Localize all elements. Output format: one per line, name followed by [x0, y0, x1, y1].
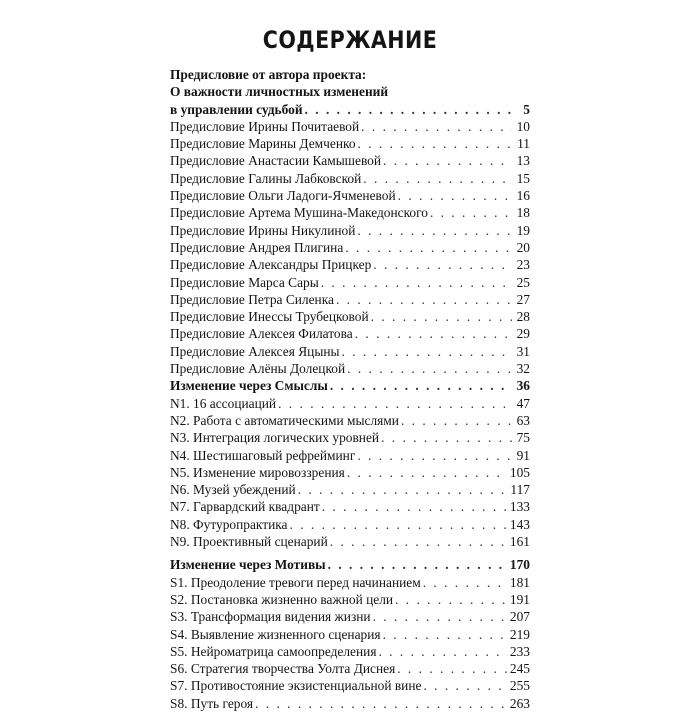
toc-entry-label: Предисловие Марины Демченко	[170, 136, 356, 152]
toc-entry	[170, 429, 530, 446]
toc-entry-label: Предисловие Александры Прицкер	[170, 257, 372, 273]
toc-page-number: 18	[516, 205, 530, 221]
toc-page-number: 27	[516, 291, 530, 307]
dot-leader	[383, 626, 508, 643]
toc-page-number: 117	[510, 482, 530, 498]
intro-line-1: Предисловие от автора проекта:	[170, 67, 367, 82]
toc-entry-label: N2. Работа с автоматическими мыслями	[170, 412, 399, 428]
toc-entry-label: S4. Выявление жизненного сценария	[170, 626, 381, 642]
toc-page-number: 263	[509, 695, 530, 711]
toc-entry	[170, 135, 530, 152]
toc-entry-label: N3. Интеграция логических уровней	[170, 430, 380, 446]
motives-list	[170, 574, 530, 712]
dot-leader	[328, 556, 508, 573]
toc-page-number: 105	[509, 464, 530, 480]
toc-entry	[170, 308, 530, 325]
toc-entry	[170, 447, 530, 464]
dot-leader	[278, 395, 512, 412]
toc-page-number: 15	[516, 170, 530, 186]
toc-page-number: 10	[516, 118, 530, 134]
toc-entry-label: S5. Нейроматрица самоопределения	[170, 643, 377, 659]
toc-page-number: 13	[516, 153, 530, 169]
dot-leader	[395, 591, 508, 608]
toc-entry-label: Предисловие Ольги Ладоги-Ячменевой	[170, 188, 396, 204]
toc-page-number: 207	[509, 609, 530, 625]
toc-entry-label: N4. Шестишаговый рефрейминг	[170, 447, 356, 463]
toc-entry-label: Предисловие Инессы Трубецковой	[170, 309, 369, 325]
toc-page-number: 28	[516, 309, 530, 325]
dot-leader	[430, 204, 512, 221]
toc-entry-label: в управлении судьбой	[170, 101, 303, 117]
toc-entry-label: Предисловие Андрея Плигина	[170, 239, 344, 255]
dot-leader	[336, 291, 512, 308]
toc-entry	[170, 591, 530, 608]
toc-page-number: 63	[516, 412, 530, 428]
toc-page-number: 91	[516, 447, 530, 463]
toc-page-number: 25	[516, 274, 530, 290]
toc-entry-label: S3. Трансформация видения жизни	[170, 609, 371, 625]
toc-page-number: 19	[516, 222, 530, 238]
dot-leader	[322, 498, 508, 515]
toc-entry	[170, 170, 530, 187]
section-heading-meanings	[170, 377, 530, 394]
toc-entry-label: Предисловие Алексея Филатова	[170, 326, 353, 342]
toc-entry	[170, 464, 530, 481]
dot-leader	[358, 135, 512, 152]
toc-entry	[170, 626, 530, 643]
toc-entry-label: Предисловие Анастасии Камышевой	[170, 153, 382, 169]
toc-entry	[170, 291, 530, 308]
page-title: СОДЕРЖАНИЕ	[262, 26, 438, 54]
dot-leader	[383, 152, 512, 169]
toc-page-number: 5	[523, 101, 530, 117]
toc-entry	[170, 343, 530, 360]
toc-page-number: 47	[516, 395, 530, 411]
toc-entry-label: N7. Гарвардский квадрант	[170, 499, 320, 515]
dot-leader	[342, 343, 513, 360]
dot-leader	[298, 481, 509, 498]
toc-page-number: 219	[509, 626, 530, 642]
dot-leader	[255, 695, 508, 712]
toc-entry-label: S6. Стратегия творчества Уолта Диснея	[170, 661, 396, 677]
toc-entry-label: N5. Изменение мировоззрения	[170, 464, 345, 480]
toc-entry-label: Предисловие Алексея Яцыны	[170, 343, 340, 359]
meanings-list	[170, 395, 530, 551]
dot-leader	[355, 325, 512, 342]
table-of-contents	[170, 66, 530, 712]
dot-leader	[363, 170, 512, 187]
toc-entry	[170, 574, 530, 591]
dot-leader	[398, 187, 512, 204]
dot-leader	[321, 274, 512, 291]
toc-page-number: 143	[509, 516, 530, 532]
toc-entry	[170, 152, 530, 169]
toc-page-number: 75	[516, 430, 530, 446]
toc-entry-label: Предисловие Петра Силенка	[170, 291, 334, 307]
toc-page-number: 181	[509, 574, 530, 590]
dot-leader	[330, 533, 508, 550]
toc-entry	[170, 204, 530, 221]
toc-entry-label: N1. 16 ассоциаций	[170, 395, 277, 411]
toc-entry-label: S2. Постановка жизненно важной цели	[170, 591, 394, 607]
dot-leader	[373, 608, 508, 625]
intro-line-2: О важности личностных изменений	[170, 84, 389, 100]
toc-entry	[170, 274, 530, 291]
dot-leader	[381, 429, 512, 446]
toc-entry	[170, 498, 530, 515]
dot-leader	[423, 677, 507, 694]
toc-entry	[170, 412, 530, 429]
toc-entry-label: N9. Проективный сценарий	[170, 534, 328, 550]
toc-page-number: 32	[516, 361, 530, 377]
toc-page-number: 23	[516, 257, 530, 273]
dot-leader	[347, 464, 508, 481]
dot-leader	[361, 118, 512, 135]
dot-leader	[401, 412, 512, 429]
toc-page-number: 245	[509, 661, 530, 677]
toc-entry	[170, 608, 530, 625]
toc-page-number: 255	[509, 678, 530, 694]
dot-leader	[345, 239, 512, 256]
toc-page-number: 36	[516, 378, 530, 394]
dot-leader	[357, 222, 512, 239]
dot-leader	[373, 256, 512, 273]
toc-entry-label: S8. Путь героя	[170, 695, 254, 711]
toc-entry-label: Предисловие Артема Мушина-Македонского	[170, 205, 428, 221]
toc-entry-label: N6. Музей убеждений	[170, 482, 296, 498]
toc-entry	[170, 239, 530, 256]
toc-entry-intro	[170, 101, 530, 118]
toc-entry	[170, 187, 530, 204]
toc-entry	[170, 533, 530, 550]
toc-entry	[170, 256, 530, 273]
toc-entry	[170, 660, 530, 677]
toc-page-number: 31	[516, 343, 530, 359]
toc-page-number: 11	[517, 136, 530, 152]
toc-entry	[170, 516, 530, 533]
toc-entry	[170, 118, 530, 135]
dot-leader	[290, 516, 508, 533]
toc-entry-label: Предисловие Алёны Долецкой	[170, 361, 346, 377]
dot-leader	[357, 447, 512, 464]
toc-page-number: 16	[516, 188, 530, 204]
toc-page-number: 191	[509, 591, 530, 607]
section-heading-motives	[170, 556, 530, 573]
toc-entry-label: Предисловие Ирины Никулиной	[170, 222, 356, 238]
prefaces-list	[170, 118, 530, 377]
toc-entry	[170, 395, 530, 412]
toc-page-number: 29	[516, 326, 530, 342]
dot-leader	[305, 101, 512, 118]
toc-entry	[170, 677, 530, 694]
toc-page-number: 233	[509, 643, 530, 659]
toc-page-number: 20	[516, 239, 530, 255]
toc-page-number: 133	[509, 499, 530, 515]
toc-entry	[170, 325, 530, 342]
dot-leader	[397, 660, 508, 677]
dot-leader	[330, 377, 512, 394]
toc-page-number: 161	[509, 534, 530, 550]
dot-leader	[423, 574, 508, 591]
toc-entry-label: Предисловие Марса Сары	[170, 274, 319, 290]
toc-entry-label: N8. Футуропрактика	[170, 516, 288, 532]
dot-leader	[371, 308, 512, 325]
toc-entry-label: Предисловие Галины Лабковской	[170, 170, 362, 186]
section-heading-label: Изменение через Смыслы	[170, 378, 328, 394]
section-heading-label: Изменение через Мотивы	[170, 557, 326, 573]
toc-entry	[170, 360, 530, 377]
toc-entry	[170, 643, 530, 660]
dot-leader	[347, 360, 512, 377]
toc-page-number: 170	[509, 557, 530, 573]
toc-entry	[170, 222, 530, 239]
dot-leader	[378, 643, 507, 660]
toc-entry-label: Предисловие Ирины Почитаевой	[170, 118, 360, 134]
toc-entry-label: S7. Противостояние экзистенциальной вине	[170, 678, 422, 694]
toc-entry	[170, 481, 530, 498]
toc-entry-label: S1. Преодоление тревоги перед начинанием	[170, 574, 421, 590]
toc-entry	[170, 695, 530, 712]
